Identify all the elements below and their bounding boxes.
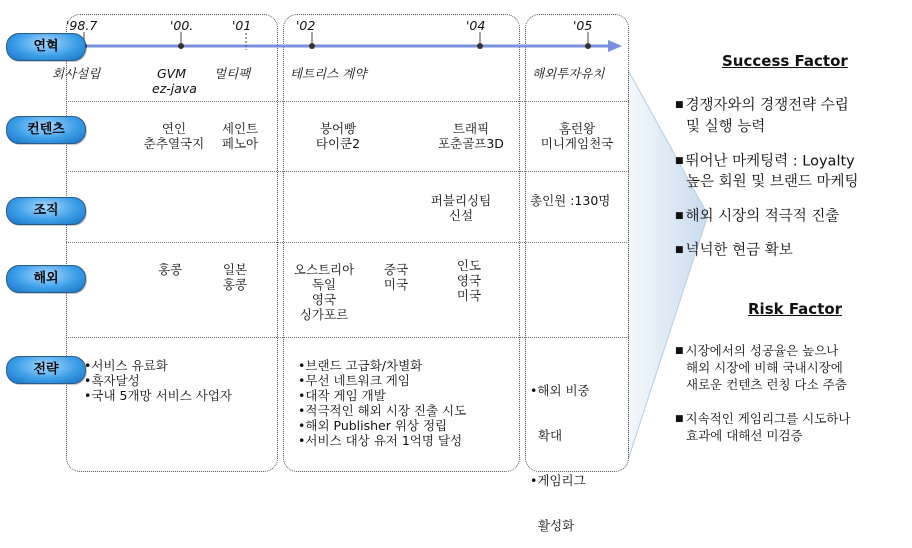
risk-item: ■ 시장에서의 성공율은 높으나 [675, 343, 839, 358]
row-label-overseas: 해외 [6, 265, 86, 293]
year-label: '98.7 [66, 18, 98, 33]
contents-item: 세인트 페노아 [221, 121, 259, 151]
row-divider [66, 337, 629, 338]
risk-item-cont: 효과에 대해선 미검증 [686, 428, 803, 443]
timeline-arrow [0, 0, 640, 70]
year-label: '04 [466, 18, 486, 33]
risk-item-cont: 새로운 컨텐츠 런칭 다소 주춤 [686, 377, 847, 392]
risk-factor-title: Risk Factor [748, 300, 843, 318]
organization-publishing: 퍼블리싱팀 신설 [430, 193, 492, 223]
success-item-cont: 높은 회원 및 브랜드 마케팅 [686, 174, 859, 190]
history-gvm: GVM [157, 66, 187, 81]
success-item-cont: 및 실행 능력 [686, 119, 766, 135]
contents-item: 홈런왕 미니게임천국 [540, 121, 614, 151]
year-label: '02 [296, 18, 316, 33]
success-item: ■ 뛰어난 마케팅력 : Loyalty [675, 153, 855, 170]
strategy-list-1: •서비스 유료화 •흑자달성 •국내 5개망 서비스 사업자 [84, 358, 232, 403]
contents-item: 트래픽 포춘골프3D [438, 121, 504, 151]
row-divider [66, 171, 629, 172]
strategy-list-3: •해외 비중 확대 •게임리그 활성화 [530, 383, 590, 533]
contents-item: 붕어빵 타이쿤2 [315, 121, 361, 151]
strategy-list-2: •브랜드 고급화/차별화 •무선 네트워크 게임 •대작 게임 개발 •적극적인 해외 시장 진출 시도 •해외 Publisher 위상 정립 •서비스 대상 유저 1억명 달성 [298, 358, 467, 448]
overseas-item: 홍콩 [158, 262, 183, 277]
success-item: ■ 넉넉한 현금 확보 [675, 242, 793, 259]
square-bullet-icon: ■ [675, 156, 684, 166]
overseas-item: 중국 미국 [383, 262, 409, 292]
row-divider [66, 242, 629, 243]
row-label-organization: 조직 [6, 197, 86, 225]
overseas-item: 오스트리아 독일 영국 싱가포르 [293, 262, 355, 322]
contents-item: 연인 춘추열국지 [143, 121, 205, 151]
history-ezjava: ez-java [152, 81, 197, 96]
success-item: ■ 경쟁자와의 경쟁전략 수립 [675, 97, 849, 114]
row-label-history: 연혁 [6, 33, 86, 61]
organization-total: 총인원 :130명 [530, 193, 611, 208]
overseas-item: 인도 영국 미국 [456, 258, 482, 303]
history-founded: 회사설립 [52, 66, 101, 81]
risk-item-cont: 해외 시장에 비해 국내시장에 [686, 360, 843, 375]
square-bullet-icon: ■ [675, 211, 684, 221]
square-bullet-icon: ■ [675, 346, 684, 356]
year-label: '05 [573, 18, 593, 33]
success-factor-title: Success Factor [722, 52, 848, 70]
year-label: '01 [232, 18, 252, 33]
year-label: '00. [170, 18, 194, 33]
risk-item: ■ 지속적인 게임리그를 시도하나 [675, 411, 851, 426]
success-item: ■ 해외 시장의 적극적 진출 [675, 208, 840, 225]
row-label-strategy: 전략 [6, 356, 86, 384]
square-bullet-icon: ■ [675, 414, 684, 424]
row-divider [66, 101, 629, 102]
overseas-item: 일본 홍콩 [222, 262, 248, 292]
history-tetris: 테트리스 계약 [290, 66, 367, 81]
row-label-contents: 컨텐츠 [6, 116, 86, 144]
history-multipack: 멀티팩 [214, 66, 251, 81]
square-bullet-icon: ■ [675, 100, 684, 110]
history-investment: 해외투자유치 [532, 66, 605, 81]
square-bullet-icon: ■ [675, 245, 684, 255]
